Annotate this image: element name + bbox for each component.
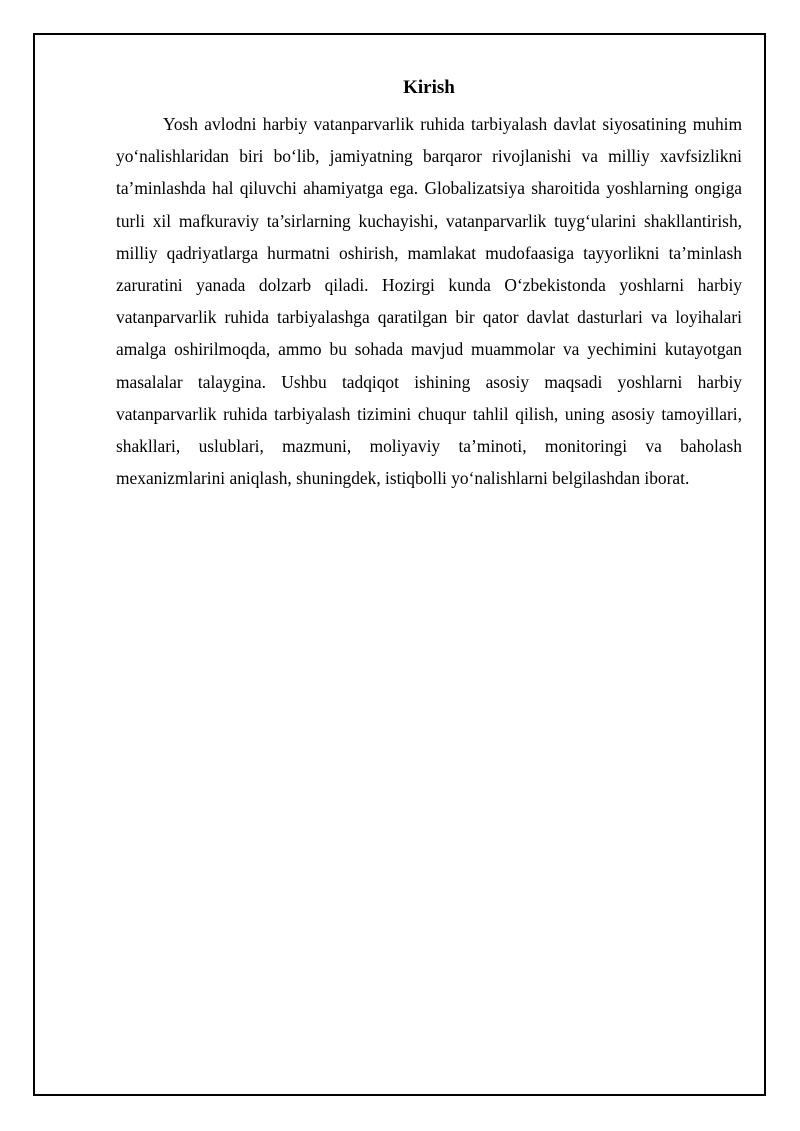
page-title: Kirish: [403, 77, 455, 98]
body-paragraph: Yosh avlodni harbiy vatanparvarlik ruhida tarbiyalash davlat siyosatining muhim yo‘nalishlaridan biri bo‘lib, jamiyatning barqaror rivojlanishi va milliy xavfsizlikni ta’minlashda hal qiluvchi ahamiyatga ega. Globalizatsiya sharoitida yoshlarning ongiga turli xil mafkuraviy ta’sirlarning kuchayishi, vatanparvarlik tuyg‘ularini shakllantirish, milliy qadriyatlarga hurmatni oshirish, mamlakat mudofaasiga tayyorlikni ta’minlash zaruratini yanada dolzarb qiladi. Hozirgi kunda O‘zbekistonda yoshlarni harbiy vatanparvarlik ruhida tarbiyalashga qaratilgan bir qator davlat dasturlari va loyihalari amalga oshirilmoqda, ammo bu sohada mavjud muammolar va yechimini kutayotgan masalalar talaygina. Ushbu tadqiqot ishining asosiy maqsadi yoshlarni harbiy vatanparvarlik ruhida tarbiyalash tizimini chuqur tahlil qilish, uning asosiy tamoyillari, shakllari, uslublari, mazmuni, moliyaviy ta’minoti, monitoringi va baholash mexanizmlarini aniqlash, shuningdek, istiqbolli yo‘nalishlarni belgilashdan iborat.: [116, 114, 742, 489]
